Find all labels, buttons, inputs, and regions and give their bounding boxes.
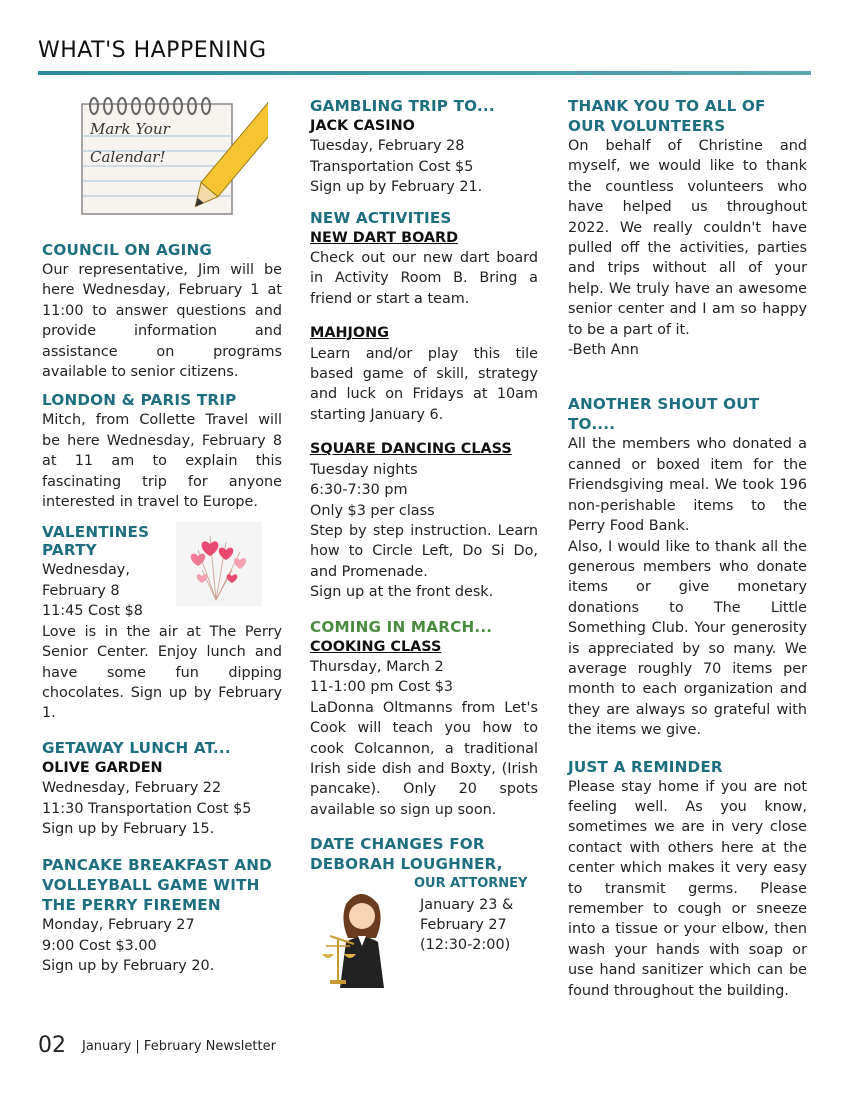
pancake-time: 9:00 Cost $3.00 bbox=[42, 937, 157, 954]
new-activities-heading: NEW ACTIVITIES bbox=[310, 208, 452, 227]
reminder-body: Please stay home if you are not feeling well. As you know, sometimes we are in very close contact with others here at the center which makes it very easy to transmit germs. Please remember to cough or sneeze into a tissue or your elbow, then wash your hands with soap or use hand sanitizer which can be found throughout the building. bbox=[568, 778, 807, 999]
heart-balloons-icon bbox=[176, 522, 262, 606]
valentines-date-line1: Wednesday, bbox=[42, 562, 130, 579]
march-heading: COMING IN MARCH... bbox=[310, 617, 493, 636]
getaway-time: 11:30 Transportation Cost $5 bbox=[42, 800, 252, 817]
pancake-heading: PANCAKE BREAKFAST AND VOLLEYBALL GAME WITH THE PERRY FIREMEN bbox=[42, 856, 272, 915]
title-divider bbox=[38, 71, 811, 75]
mahjong-title: MAHJONG bbox=[310, 325, 389, 342]
getaway-date: Wednesday, February 22 bbox=[42, 780, 222, 797]
gambling-heading: GAMBLING TRIP TO... bbox=[310, 97, 495, 115]
shout-out-heading: ANOTHER SHOUT OUT TO.... bbox=[568, 395, 760, 434]
dart-body: Check out our new dart board in Activity Room B. Bring a friend or start a team. bbox=[310, 250, 538, 307]
valentines-time: 11:45 Cost $8 bbox=[42, 603, 143, 620]
attorney-illustration bbox=[316, 884, 406, 994]
getaway-signup: Sign up by February 15. bbox=[42, 820, 215, 837]
svg-text:Calendar!: Calendar! bbox=[90, 148, 166, 166]
attorney-dates-line1: January 23 & bbox=[420, 896, 514, 913]
gambling-date: Tuesday, February 28 bbox=[310, 138, 465, 155]
square-dancing-signup: Sign up at the front desk. bbox=[310, 584, 494, 601]
square-dancing-body: Step by step instruction. Learn how to Circle Left, Do Si Do, and Promenade. bbox=[310, 522, 538, 580]
gambling-signup: Sign up by February 21. bbox=[310, 179, 483, 196]
thank-you-signature: -Beth Ann bbox=[568, 342, 639, 359]
pancake-date: Monday, February 27 bbox=[42, 917, 195, 934]
attorney-dates-line2: February 27 bbox=[420, 917, 507, 933]
svg-text:Mark Your: Mark Your bbox=[90, 120, 170, 138]
getaway-place: OLIVE GARDEN bbox=[42, 759, 163, 776]
getaway-heading: GETAWAY LUNCH AT... bbox=[42, 738, 231, 757]
gambling-cost: Transportation Cost $5 bbox=[310, 158, 474, 175]
valentines-heading-line1: VALENTINES bbox=[42, 523, 150, 542]
cooking-title: COOKING CLASS bbox=[310, 638, 442, 655]
valentines-heading-line2: PARTY bbox=[42, 541, 97, 560]
valentines-body: Love is in the air at The Perry Senior Center. Enjoy lunch and have some fun dipping chocolates. Sign up by February 1. bbox=[42, 623, 282, 722]
london-body: Mitch, from Collette Travel will be here Wednesday, February 8 at 11 am to explain this fascinating trip for anyone interested in travel to Europe. bbox=[42, 412, 282, 511]
london-heading: LONDON & PARIS TRIP bbox=[42, 391, 237, 410]
date-changes-heading: DATE CHANGES FOR DEBORAH LOUGHNER, bbox=[310, 835, 503, 874]
square-dancing-cost: Only $3 per class bbox=[310, 502, 435, 519]
gambling-place: JACK CASINO bbox=[310, 118, 415, 134]
attorney-time: (12:30-2:00) bbox=[420, 937, 511, 954]
attorney-label: OUR ATTORNEY bbox=[414, 876, 528, 892]
mark-calendar-illustration bbox=[78, 96, 268, 226]
shout-out-body-1: All the members who donated a canned or boxed item for the Friendsgiving meal. We took 196 non-perishable items to the Perry Food Bank. bbox=[568, 436, 807, 535]
footer-label: January | February Newsletter bbox=[82, 1039, 276, 1054]
square-dancing-when: Tuesday nights bbox=[310, 461, 418, 478]
column-middle bbox=[310, 96, 538, 1004]
shout-out-body-2: Also, I would like to thank all the generous members who donate items or give monetary donations to The Little Something Club. Your generosity is appreciated by so many. We average roughly 70 items per month to each organization and they are always so grateful with the items we give. bbox=[568, 538, 807, 739]
cooking-date: Thursday, March 2 bbox=[310, 658, 444, 675]
pancake-signup: Sign up by February 20. bbox=[42, 958, 215, 975]
column-left bbox=[42, 96, 282, 977]
dart-title: NEW DART BOARD bbox=[310, 229, 459, 246]
square-dancing-title: SQUARE DANCING CLASS bbox=[310, 441, 512, 458]
cooking-body: LaDonna Oltmanns from Let's Cook will teach you how to cook Colcannon, a traditional Irish side dish and Boxty, (Irish pancake). Only 20 spots available so sign up soon. bbox=[310, 699, 538, 818]
mahjong-body: Learn and/or play this tile based game of skill, strategy and luck on Fridays at 10am starting January 6. bbox=[310, 345, 538, 423]
page-title: WHAT'S HAPPENING bbox=[38, 38, 267, 63]
council-body: Our representative, Jim will be here Wednesday, February 1 at 11:00 to answer questions and provide information and assistance on programs available to senior citizens. bbox=[42, 262, 282, 381]
cooking-time: 11-1:00 pm Cost $3 bbox=[310, 679, 453, 696]
council-heading: COUNCIL ON AGING bbox=[42, 241, 213, 259]
page-number: 02 bbox=[38, 1033, 66, 1058]
thank-you-heading: THANK YOU TO ALL OF OUR VOLUNTEERS bbox=[568, 97, 766, 135]
thank-you-body: On behalf of Christine and myself, we would like to thank the countless volunteers who have helped us throughout 2022. We really couldn't have pulled off the activities, parties and trips without all of your help. We truly have an awesome senior center and I am so happy to be a part of it. bbox=[568, 138, 807, 338]
valentines-date-line2: February 8 bbox=[42, 582, 120, 599]
reminder-heading: JUST A REMINDER bbox=[568, 757, 723, 776]
square-dancing-time: 6:30-7:30 pm bbox=[310, 482, 408, 499]
column-right bbox=[568, 96, 807, 1001]
